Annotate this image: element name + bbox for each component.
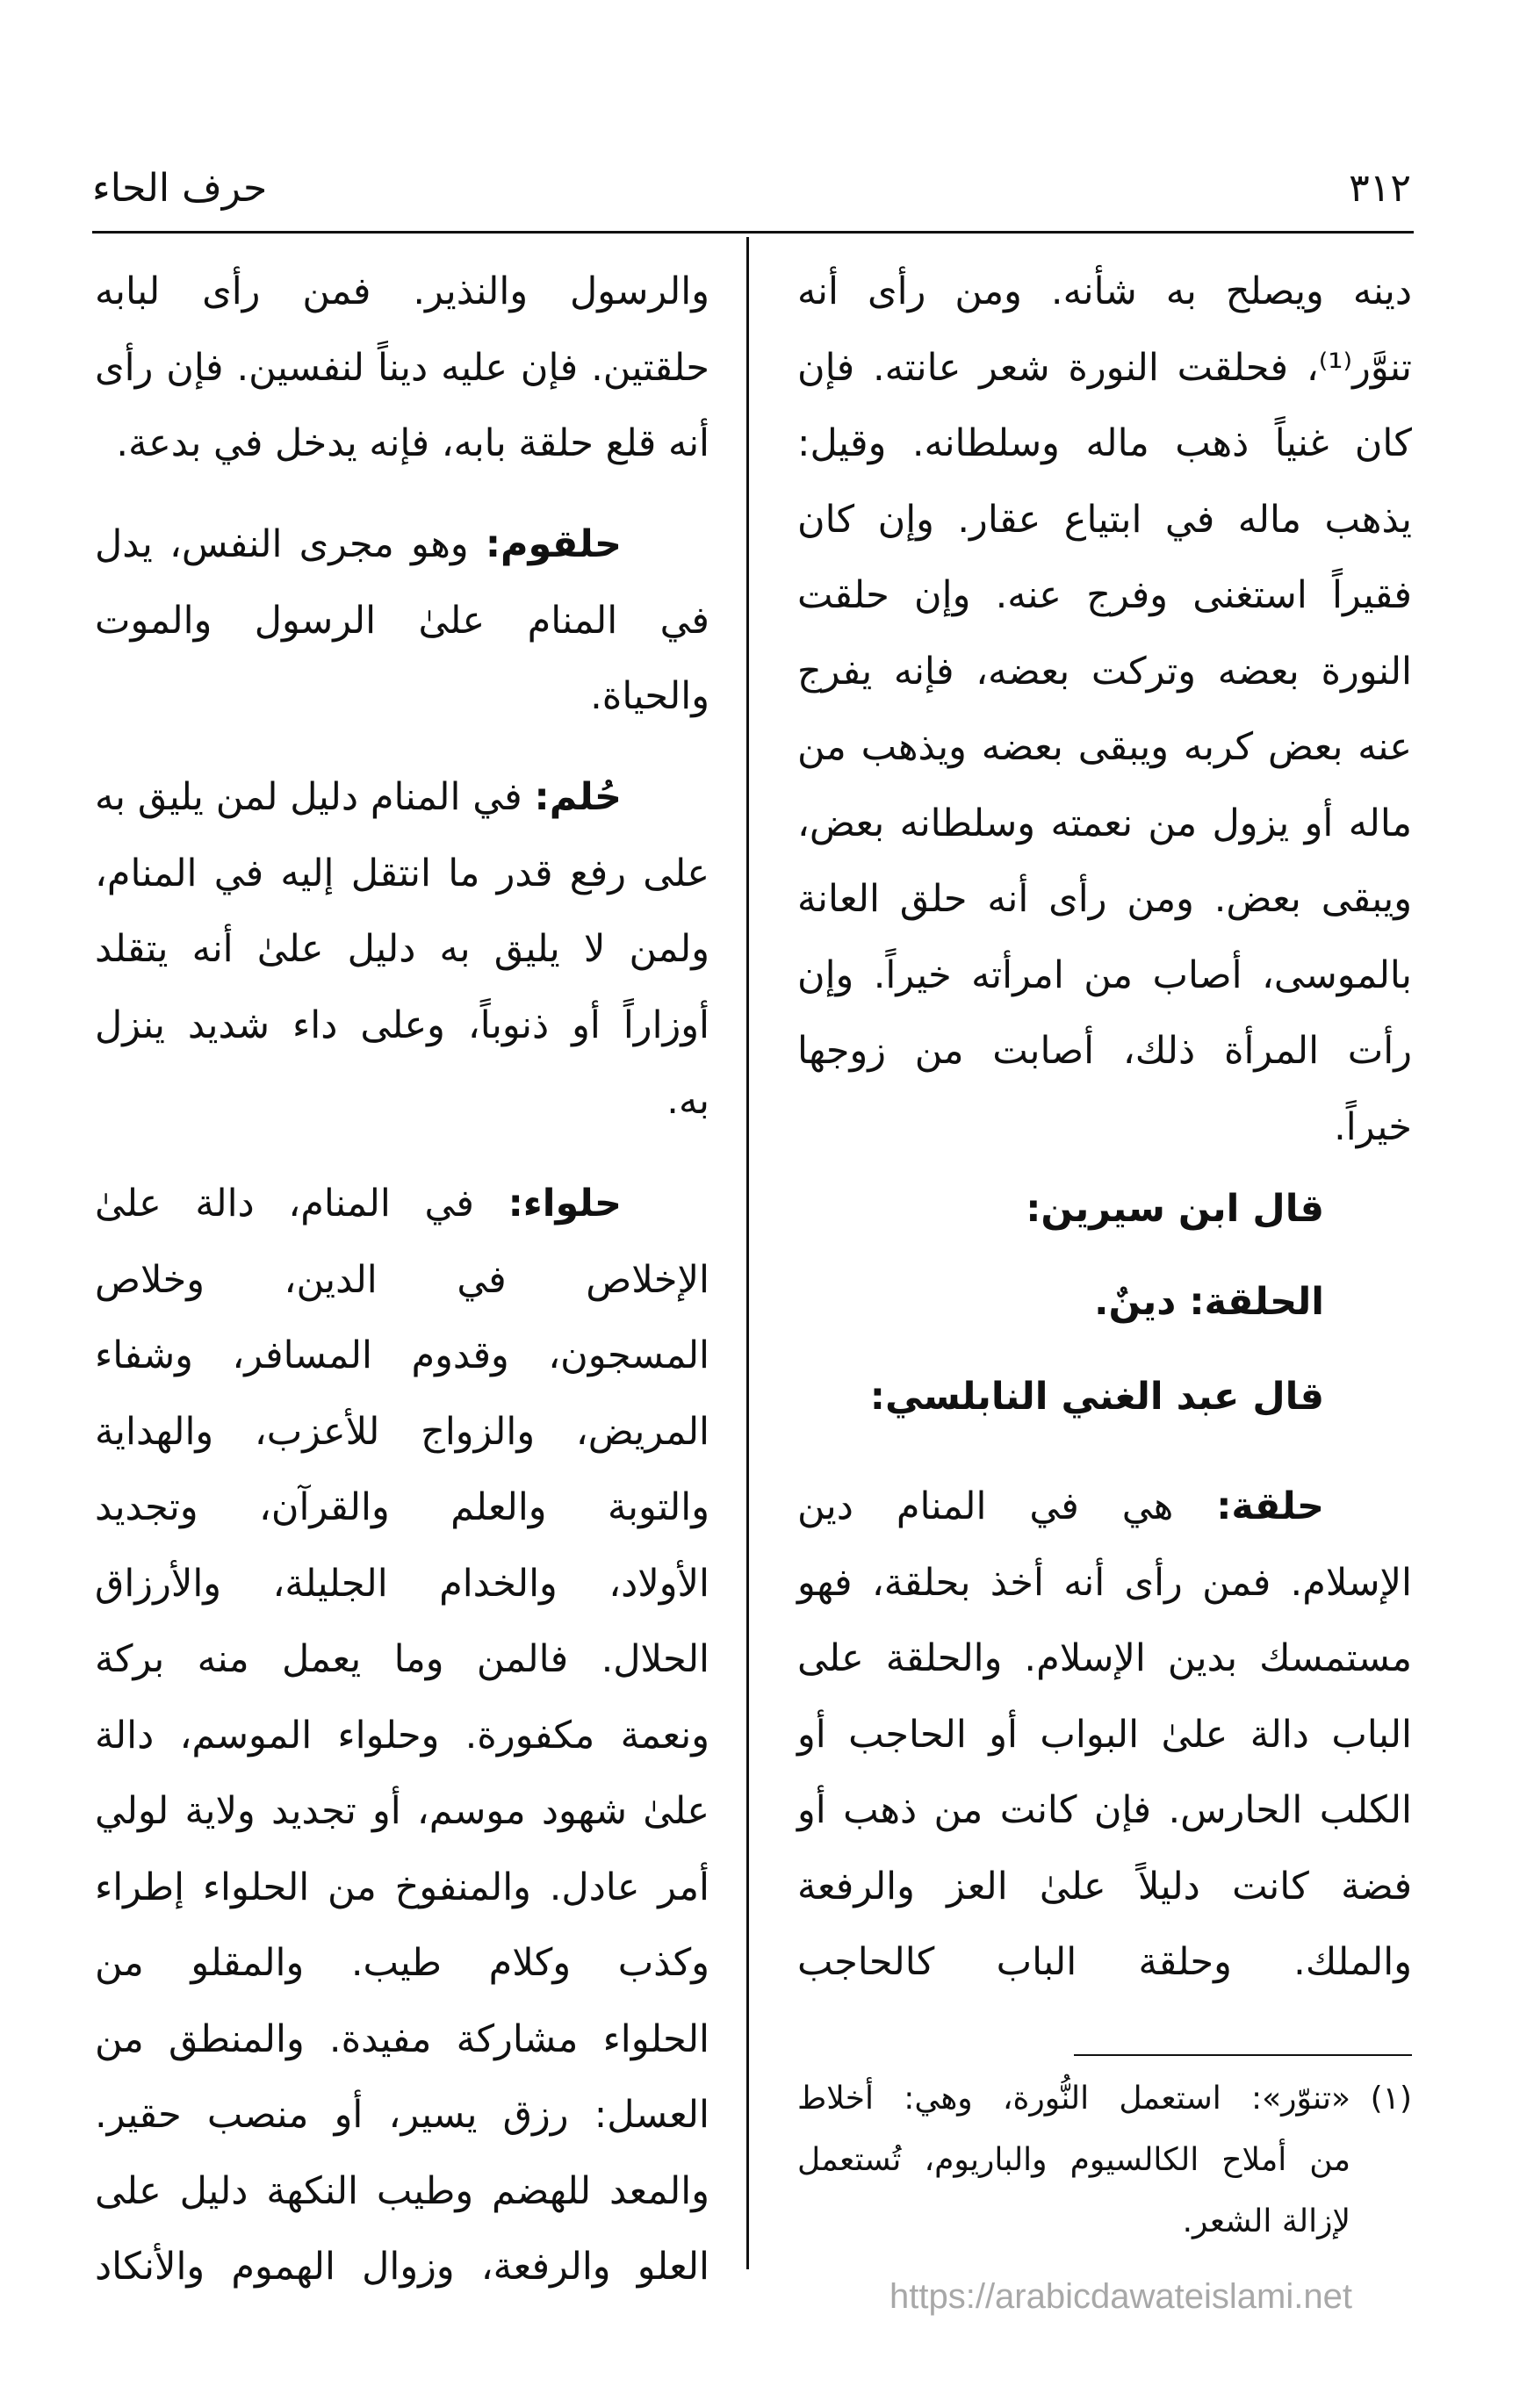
quote-text: الحلقة: دينٌ. [1094, 1280, 1324, 1324]
text-line: أوزاراً أو ذنوباً، وعلى داء شديد ينزل [95, 1003, 709, 1047]
paragraph-first-line [95, 507, 709, 583]
text-line: الكلب الحارس. فإن كانت من ذهب أو [797, 1788, 1412, 1832]
running-title: حرف الحاء [92, 166, 268, 211]
text-line: كان غنياً ذهب ماله وسلطانه. وقيل: [797, 421, 1412, 465]
footnote [797, 2068, 1412, 2253]
text-line: الحلال. فالمن وما يعمل منه بركة [95, 1637, 709, 1681]
text-line: والمعد للهضم وطيب النكهة دليل على [95, 2168, 709, 2213]
text-line: مستمسك بدين الإسلام. والحلقة على [797, 1636, 1412, 1680]
text-line: والملك. وحلقة الباب كالحاجب [797, 1940, 1412, 1984]
text-line: حلقتين. فإن عليه ديناً لنفسين. فإن رأى [95, 345, 709, 390]
page-number: ٣١٢ [1349, 166, 1411, 211]
footnote-text: لإزالة الشعر. [1182, 2203, 1350, 2239]
entry-headword: حُلم: [534, 775, 622, 819]
text-line: الباب دالة علىٰ البواب أو الحاجب أو [797, 1712, 1412, 1757]
text-line: والتوبة والعلم والقرآن، وتجديد [95, 1485, 709, 1529]
paragraph [95, 1166, 709, 2305]
text-line: دينه ويصلح به شأنه. ومن رأى أنه [797, 270, 1412, 313]
text-line: عنه بعض كربه ويبقى بعضه ويذهب من [797, 725, 1412, 769]
footnote-line [797, 2068, 1412, 2130]
text-line: فقيراً استغنى وفرج عنه. وإن حلقت [797, 573, 1412, 617]
paragraph [797, 254, 1412, 1165]
footnote-text: من أملاح الكالسيوم والباريوم، تُستعمل [797, 2142, 1350, 2178]
entry-headword: حلقوم: [485, 522, 622, 566]
text-line: على رفع قدر ما انتقل إليه في المنام، [95, 851, 709, 895]
text-line: الإسلام. فمن رأى أنه أخذ بحلقة، فهو [797, 1560, 1412, 1605]
footnote-line [797, 2130, 1412, 2191]
text-line: ونعمة مكفورة. وحلواء الموسم، دالة [95, 1713, 709, 1757]
paragraph-first-line [95, 1166, 709, 1242]
header-rule [92, 231, 1414, 234]
text-line: المريض، والزواج للأعزب، والهداية [95, 1409, 709, 1454]
paragraph [95, 759, 709, 1139]
line-text: في المنام دليل لمن يليق به [95, 775, 535, 819]
text-line: العسل: رزق يسير، أو منصب حقير. [95, 2093, 709, 2137]
text-line: علىٰ شهود موسم، أو تجديد ولاية لولي [95, 1789, 709, 1833]
text-line: الإخلاص في الدين، وخلاص [95, 1257, 709, 1302]
text-line: أنه قلع حلقة بابه، فإنه يدخل في بدعة. [116, 421, 709, 465]
text-line: العلو والرفعة، وزوال الهموم والأنكاد [95, 2245, 709, 2289]
text-line: ماله أو يزول من نعمته وسلطانه بعض، [797, 801, 1412, 845]
text-line: وكذب وكلام طيب. والمقلو من [95, 1941, 709, 1985]
text-line: خيراً. [1334, 1104, 1412, 1149]
text-line: الأولاد، والخدام الجليلة، والأرزاق [95, 1561, 709, 1606]
text-line: بالموسى، أصاب من امرأته خيراً. وإن [797, 952, 1412, 997]
text-line: به. [666, 1079, 709, 1123]
line-text: هي في المنام دين [797, 1484, 1217, 1528]
text-line: ولمن لا يليق به دليل علىٰ أنه يتقلد [95, 927, 709, 971]
entry-headword: حلقة: [1216, 1484, 1324, 1528]
text-line: والرسول والنذير. فمن رأى لبابه [95, 270, 709, 313]
text-line: أمر عادل. والمنفوخ من الحلواء إطراء [95, 1865, 709, 1909]
text-line: في المنام علىٰ الرسول والموت [95, 598, 709, 643]
paragraph [797, 1469, 1412, 2001]
text-line: والحياة. [590, 674, 709, 718]
footnote-line [797, 2191, 1412, 2253]
paragraph-first-line [797, 1469, 1412, 1545]
watermark: https://arabicdawateislami.net [889, 2277, 1352, 2316]
line-text: وهو مجرى النفس، يدل [95, 522, 486, 566]
footnote-rule [1074, 2054, 1412, 2056]
column-divider [746, 237, 749, 2269]
entry-headword: حلواء: [508, 1182, 622, 1226]
text-line: فضة كانت دليلاً علىٰ العز والرفعة [797, 1864, 1412, 1908]
quote-heading: قال عبد الغني النابلسي: [869, 1375, 1324, 1419]
paragraph [95, 507, 709, 735]
text-line: الحلواء مشاركة مفيدة. والمنطق من [95, 2016, 709, 2061]
quote-heading: قال ابن سيرين: [1026, 1187, 1324, 1231]
line-text: في المنام، دالة علىٰ [95, 1182, 508, 1226]
text-line: ويبقى بعض. ومن رأى أنه حلق العانة [797, 877, 1412, 921]
footnote-number: (١) [1370, 2081, 1412, 2117]
text-line: رأت المرأة ذلك، أصابت من زوجها [797, 1029, 1412, 1073]
text-line: النورة بعضه وتركت بعضه، فإنه يفرج [797, 649, 1412, 694]
text-line: يذهب ماله في ابتياع عقار. وإن كان [797, 497, 1412, 542]
footnote-text: «تنوّر»: استعمل النُّورة، وهي: أخلاط [797, 2081, 1350, 2117]
paragraph-first-line [95, 759, 709, 836]
text-line: المسجون، وقدوم المسافر، وشفاء [95, 1333, 709, 1377]
paragraph [95, 254, 709, 482]
text-line: تنوَّر⁽¹⁾، فحلقت النورة شعر عانته. فإن [797, 345, 1412, 390]
